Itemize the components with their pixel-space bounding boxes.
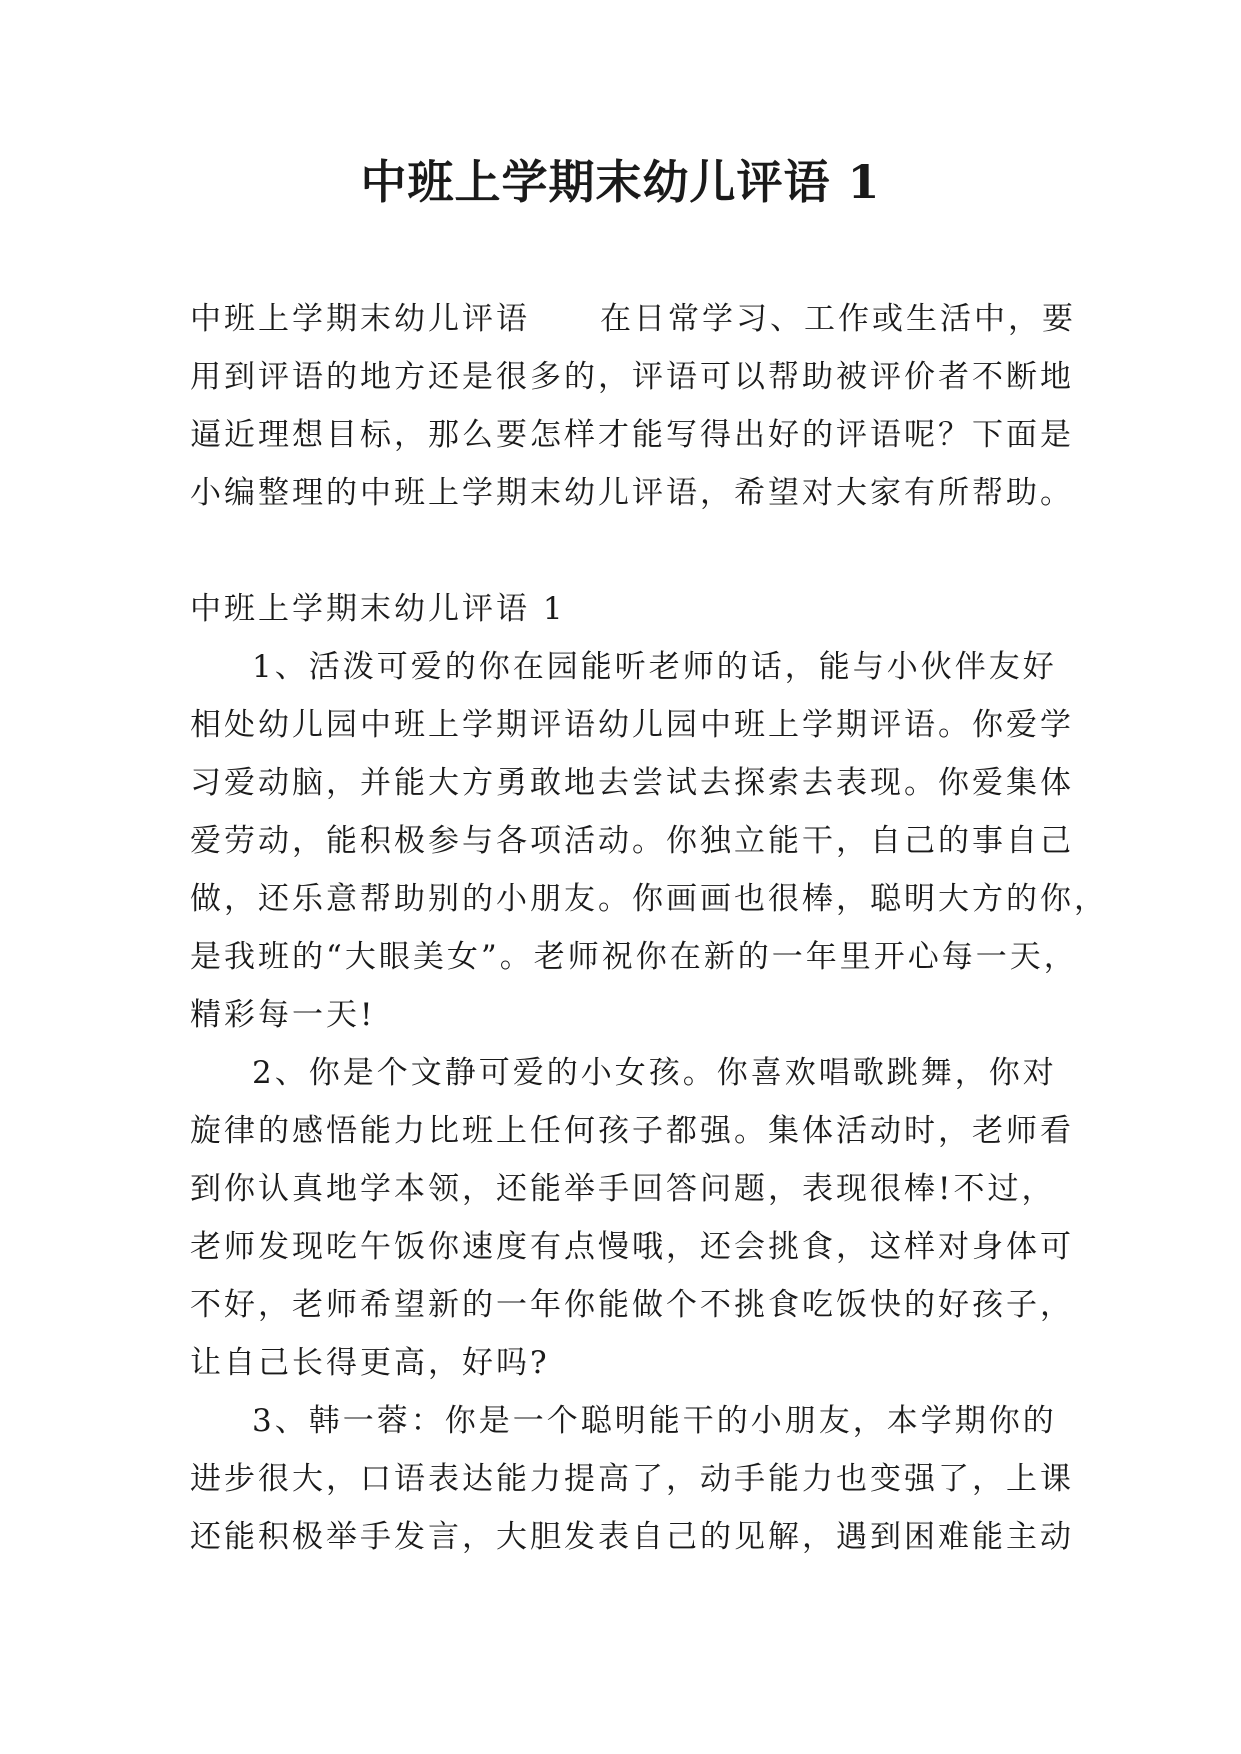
intro-line-1	[190, 290, 1076, 348]
intro-text: 在日常学习、工作或生活中，要	[600, 301, 1076, 337]
comment-line: 2、你是个文静可爱的小女孩。你喜欢唱歌跳舞，你对	[252, 1055, 1057, 1091]
comment-line: 让自己长得更高，好吗?	[190, 1345, 550, 1381]
comment-line: 相处幼儿园中班上学期评语幼儿园中班上学期评语。你爱学	[190, 707, 1074, 743]
comment-line: 是我班的“大眼美女”。老师祝你在新的一年里开心每一天，	[190, 939, 1078, 975]
document-title: 中班上学期末幼儿评语 1	[360, 155, 881, 209]
comment-line: 不好，老师希望新的一年你能做个不挑食吃饭快的好孩子，	[190, 1287, 1074, 1323]
intro-paragraph	[190, 290, 1076, 522]
comment-line: 1、活泼可爱的你在园能听老师的话，能与小伙伴友好	[252, 649, 1057, 685]
comment-item-1	[190, 638, 1108, 1044]
comment-line: 老师发现吃午饭你速度有点慢哦，还会挑食，这样对身体可	[190, 1229, 1074, 1265]
comment-line: 到你认真地学本领，还能举手回答问题，表现很棒!不过，	[190, 1171, 1056, 1207]
comment-line: 旋律的感悟能力比班上任何孩子都强。集体活动时，老师看	[190, 1113, 1074, 1149]
comment-line: 爱劳动，能积极参与各项活动。你独立能干，自己的事自己	[190, 823, 1074, 859]
intro-label: 中班上学期末幼儿评语	[190, 301, 530, 337]
intro-line-4: 小编整理的中班上学期末幼儿评语，希望对大家有所帮助。	[190, 475, 1074, 511]
comment-line: 做，还乐意帮助别的小朋友。你画画也很棒，聪明大方的你，	[190, 881, 1108, 917]
section-heading: 中班上学期末幼儿评语 1	[190, 591, 566, 627]
intro-line-3: 逼近理想目标，那么要怎样才能写得出好的评语呢？下面是	[190, 417, 1074, 453]
comment-item-3	[190, 1392, 1074, 1566]
comment-line: 精彩每一天!	[190, 997, 376, 1033]
document-body	[190, 290, 1108, 1566]
comment-item-2	[190, 1044, 1074, 1392]
comment-line: 进步很大，口语表达能力提高了，动手能力也变强了，上课	[190, 1461, 1074, 1497]
comment-line: 习爱动脑，并能大方勇敢地去尝试去探索去表现。你爱集体	[190, 765, 1074, 801]
comment-line: 还能积极举手发言，大胆发表自己的见解，遇到困难能主动	[190, 1519, 1074, 1555]
comment-line: 3、韩一蓉：你是一个聪明能干的小朋友，本学期你的	[252, 1403, 1057, 1439]
intro-line-2: 用到评语的地方还是很多的，评语可以帮助被评价者不断地	[190, 359, 1074, 395]
